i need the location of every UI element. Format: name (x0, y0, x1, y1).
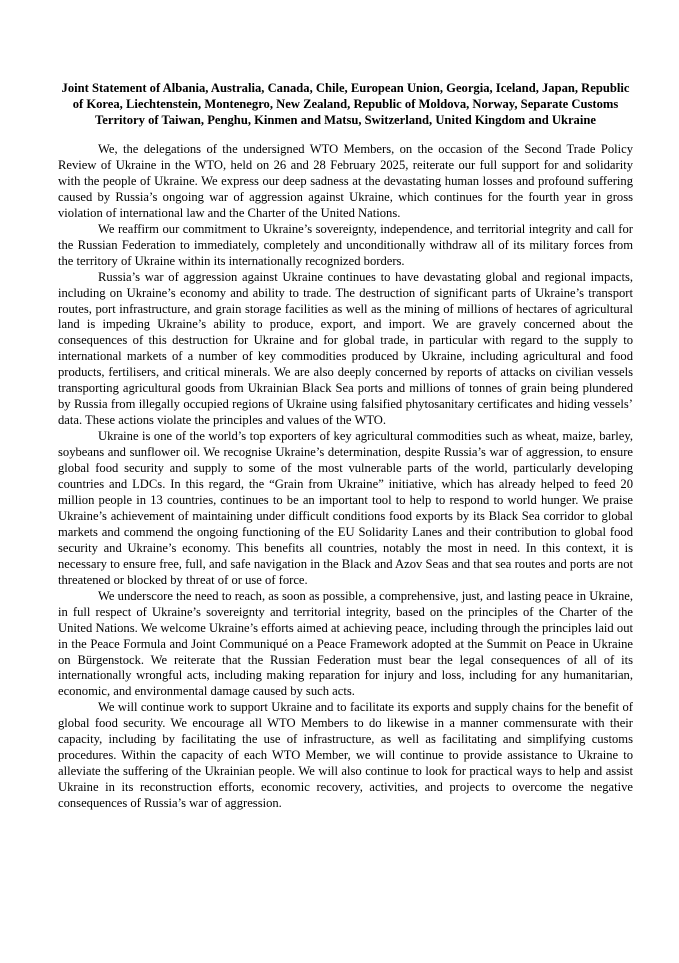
paragraph-commitment: We will continue work to support Ukraine and to facilitate its exports and supply chains for the benefit of global food security. We encourage all WTO Members to do likewise in a manner commensurate with their capacity, including by facilitating the use of infrastructure, as well as facilitating and simplifying customs procedures. Within the capacity of each WTO Member, we will continue to provide assistance to Ukraine to alleviate the suffering of the Ukrainian people. We will also continue to look for practical ways to help and assist Ukraine in its reconstruction efforts, economic recovery, activities, and projects to overcome the negative consequences of Russia’s war of aggression. (58, 700, 633, 811)
document-title: Joint Statement of Albania, Australia, Canada, Chile, European Union, Georgia, Iceland, Japan, Republic of Korea, Liechtenstein, Montenegro, New Zealand, Republic of Moldova, Norway, Separate Customs Territory of Taiwan, Penghu, Kinmen and Matsu, Switzerland, United Kingdom and Ukraine (61, 81, 630, 127)
paragraph-peace: We underscore the need to reach, as soon as possible, a comprehensive, just, and lasting peace in Ukraine, in full respect of Ukraine’s sovereignty and territorial integrity, based on the principles of the Charter of the United Nations. We welcome Ukraine’s efforts aimed at achieving peace, including through the principles laid out in the Peace Formula and Joint Communiqué on a Peace Framework adopted at the Summit on Peace in Ukraine on Bürgenstock. We reiterate that the Russian Federation must bear the legal consequences of all of its internationally wrongful acts, including making reparation for injury and loss, including for any humanitarian, economic, and environmental damage caused by such acts. (58, 588, 633, 699)
paragraph-impacts: Russia’s war of aggression against Ukraine continues to have devastating global and regional impacts, including on Ukraine’s economy and ability to trade. The destruction of significant parts of Ukraine’s transport routes, port infrastructure, and grain storage facilities as well as the mining of millions of hectares of agricultural land is impeding Ukraine’s ability to produce, export, and import. We are gravely concerned about the consequences of this destruction for Ukraine and for global trade, in particular with regard to the supply to international markets of a number of key commodities produced by Ukraine, including agricultural and food products, fertilisers, and critical minerals. We are also deeply concerned by reports of attacks on civilian vessels transporting agricultural goods from Ukrainian Black Sea ports and millions of tonnes of grain being plundered by Russia from illegally occupied regions of Ukraine using falsified phytosanitary certificates and hiding vessels’ data. These actions violate the principles and values of the WTO. (58, 269, 633, 428)
paragraph-exports: Ukraine is one of the world’s top exporters of key agricultural commodities such as wheat, maize, barley, soybeans and sunflower oil. We recognise Ukraine’s determination, despite Russia’s war of aggression, to ensure global food security and supply to some of the most vulnerable parts of the world, particularly developing countries and LDCs. In this regard, the “Grain from Ukraine” initiative, which has already helped to feed 20 million people in 13 countries, continues to be an important tool to help to respond to world hunger. We praise Ukraine’s achievement of maintaining under difficult conditions food exports by its Black Sea corridor to global markets and commend the ongoing functioning of the EU Solidarity Lanes and their contribution to global food security and Ukraine’s economy. This benefits all countries, notably the most in need. In this context, it is necessary to ensure free, full, and safe navigation in the Black and Azov Seas and that sea routes and ports are not threatened or blocked by threat of or use of force. (58, 429, 633, 587)
document-body (58, 80, 633, 812)
paragraph-sovereignty: We reaffirm our commitment to Ukraine’s sovereignty, independence, and territorial integrity and call for the Russian Federation to immediately, completely and unconditionally withdraw all of its military forces from the territory of Ukraine within its internationally recognized borders. (58, 221, 633, 268)
paragraph-support: We, the delegations of the undersigned WTO Members, on the occasion of the Second Trade Policy Review of Ukraine in the WTO, held on 26 and 28 February 2025, reiterate our full support for and solidarity with the people of Ukraine. We express our deep sadness at the devastating human losses and profound suffering caused by Russia’s ongoing war of aggression against Ukraine, which continues for the fourth year in gross violation of international law and the Charter of the United Nations. (58, 142, 633, 220)
